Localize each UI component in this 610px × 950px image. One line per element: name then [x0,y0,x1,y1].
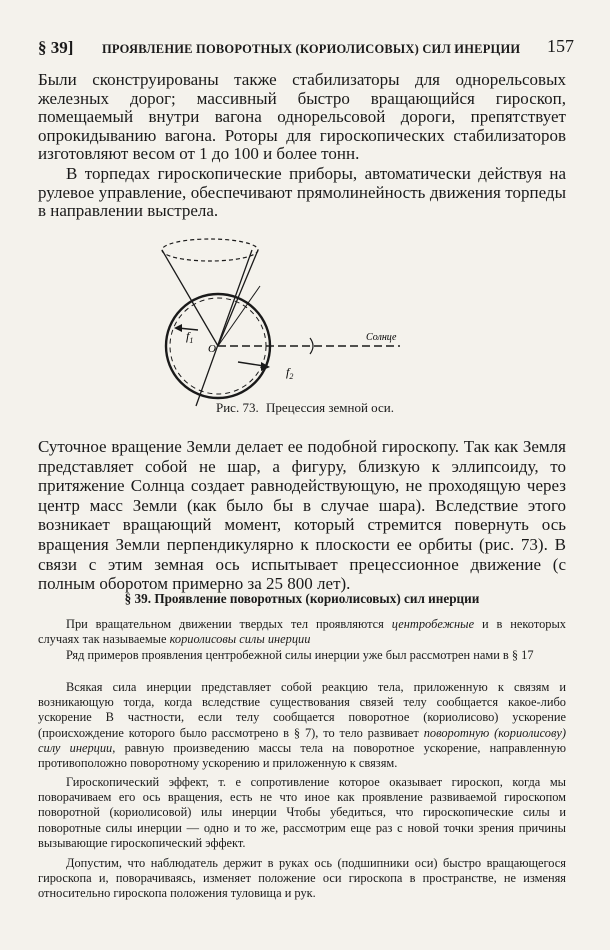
f1-label [186,329,193,345]
header-title: ПРОЯВЛЕНИЕ ПОВОРОТНЫХ (КОРИОЛИСОВЫХ) СИЛ ИНЕРЦИИ [102,42,521,56]
section-heading: § 39. Проявление поворотных (кориолисовых) сил инерции [124,591,480,606]
paragraph-stabilizers: Были сконструированы также стабилизаторы для однорельсовых железных дорог; массивный быстро вращающийся гироскоп, помещаемый внутри вагона однорельсовой дороги, препятствует опрокидыванию вагона. Роторы для гироскопических стабилизаторов изготовляют весом от 1 до 100 и более тонн. [38,70,566,164]
rotation-axis [196,250,252,406]
p6-emphasis: поворотную (кориолисову) силу инерции [38,725,567,755]
sun-label: Солнце [366,332,397,343]
caption-number: Рис. 73. [215,400,259,415]
caption-text: Прецессия земной оси. [265,400,394,415]
p6-text-a: Всякая сила инерции представляет собой реакцию тела, приложенную к связям и возникающую тогда, когда вследствие существования связей телу сообщается какое-либо ускорение В частности, если телу сообщается поворотное (кориолисово) ускорение (происхождение которого было рассмотрено в § 7), то тело развивает [38,680,566,740]
running-header [38,36,574,60]
paragraph-earth-precession: Суточное вращение Земли делает ее подобной гироскопу. Так как Земля представляет собой не шар, а фигуру, близкую к эллипсоиду, то притяжение Солнца создает равнодействующую, не проходящую через центр масс Земли (как было бы в случае шара). Вследствие этого возникает вращающий момент, который стремится повернуть ось вращения Земли перпендикулярно к плоскости ее орбиты (рис. 73). В связи с этим земная ось испытывает прецессионное движение (с полным оборотом примерно за 25 800 лет). [38,437,566,594]
p4-emphasis-centrifugal: центробежные [391,617,475,631]
p4-emphasis-coriolis: кориолисовы силы инерции [169,632,311,647]
paragraph-gyroscopic-effect: Гироскопический эффект, т. е сопротивление которое оказывает гироскоп, когда мы поворачиваем его ось вращения, есть не что иное как проявление развиваемой гироскопом поворотной (кориолисовой) илы инерции Чтобы убедиться, что гироскопические силы и поворотные силы инерции — одно и то же, рассмотрим еще раз с новой точки зрения причины вызывающие гироскопический эффект. [38,775,566,850]
p4-text-b: и в некоторых случаях так называемые [38,617,566,647]
force-f2-arrow [238,362,264,366]
cone-left-edge [162,250,218,346]
center-label: O [208,343,216,355]
paragraph-inertia-force [38,680,566,771]
p6-text-b: , равную произведению массы тела на поворотное ускорение, направленную противоположно поворотному ускорению и приложенную к связям. [38,740,566,771]
sun-line-tick [310,338,313,354]
f1-subscript: 1 [189,336,194,345]
f2-subscript: 2 [289,372,294,381]
figure-caption [0,400,610,416]
p4-text-a: При вращательном движении твердых тел проявляются [66,617,392,631]
header-section-number: § 39] [38,38,74,57]
page-number: 157 [547,36,574,56]
paragraph-rotation-intro [38,617,566,647]
paragraph-observer: Допустим, что наблюдатель держит в руках ось (подшипники оси) быстро вращающегося гироскопа и, поворачиваясь, изменяет положение оси гироскопа в пространстве, не изменяя относительно гироскопа положения туловища и рук. [38,856,566,901]
f2-letter: f [286,365,290,379]
f2-label [286,365,293,381]
cone-top-ellipse [162,239,258,261]
f1-letter: f [186,329,190,343]
precession-figure [160,228,460,408]
paragraph-torpedoes: В торпедах гироскопические приборы, автоматически действуя на рулевое управление, обеспечивают прямолинейность движения торпеды в направлении выстрела. [38,164,566,221]
paragraph-examples: Ряд примеров проявления центробежной силы инерции уже был рассмотрен нами в § 17 [66,648,534,662]
